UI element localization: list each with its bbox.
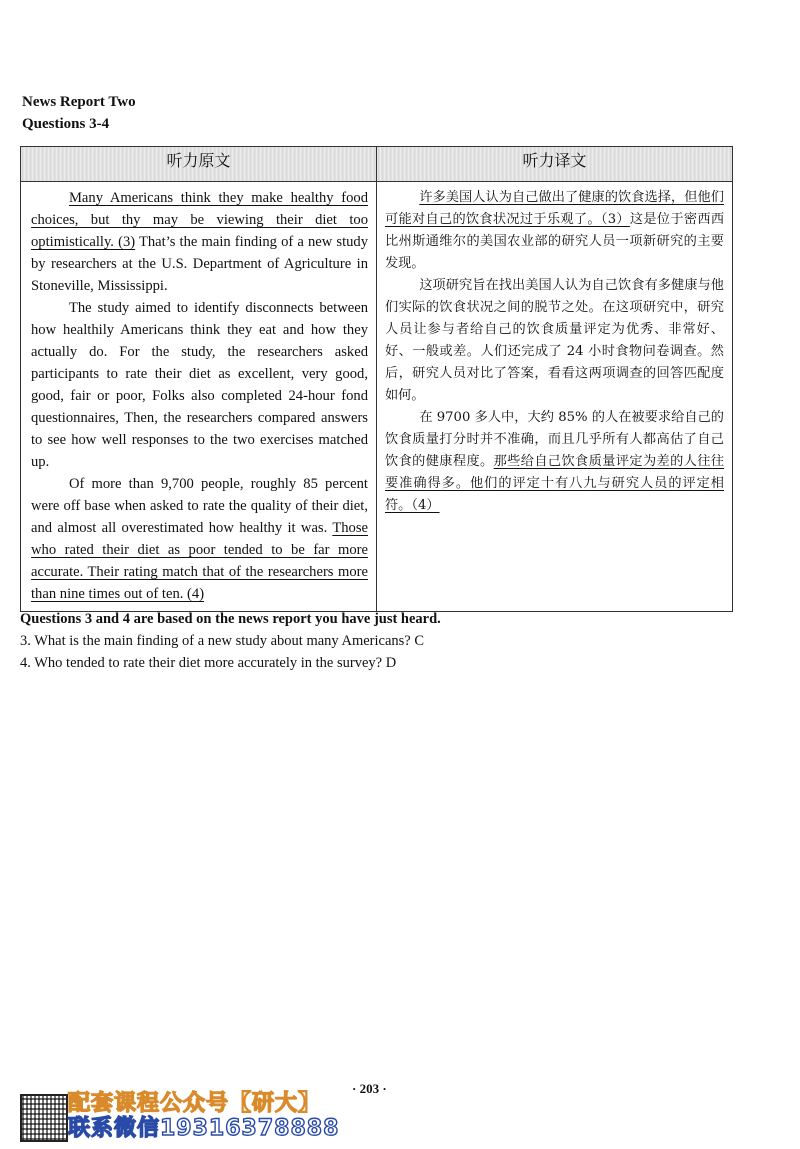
original-paragraph-2: The study aimed to identify disconnects between how healthily Americans think they eat and how they actually do. For the study, the researchers asked participants to rate their diet as excellent, very good, good, fair or poor, Folks also completed 24-hour fond questionnaires, Then, the researchers compared answers to see how well responses to the two exercises matched up. — [31, 300, 368, 470]
translation-text-cell — [377, 182, 733, 612]
transcript-table — [20, 146, 733, 612]
translation-paragraph-3-start: 在 9700 多人中，大约 85% 的人在被要求给自己的饮食质量打分时并不准确，而且几乎所有人都高估了自己饮食的健康程度。 — [385, 410, 724, 469]
original-paragraph-3 — [31, 473, 368, 605]
question-4: 4. Who tended to rate their diet more accurately in the survey? D — [20, 655, 397, 671]
translation-paragraph-1 — [385, 187, 724, 275]
column-header-original: 听力原文 — [21, 147, 377, 182]
watermark-line-2: 联系微信19316378888 — [68, 1116, 340, 1141]
original-paragraph-3-start: Of more than 9,700 people, roughly 85 percent were off base when asked to rate the quality of their diet, and almost all overestimated how healthy it was. — [31, 476, 368, 536]
original-text-cell — [21, 182, 377, 612]
table-body-row — [21, 182, 733, 612]
original-underlined-answer-4: Those who rated their diet as poor tended to be far more accurate. Their rating match that of the researchers more than nine times out of ten. (4) — [31, 520, 368, 602]
watermark-line-1: 配套课程公众号【研大】 — [68, 1091, 322, 1116]
original-paragraph-1 — [31, 187, 368, 297]
questions-intro: Questions 3 and 4 are based on the news report you have just heard. — [20, 611, 441, 627]
translation-paragraph-1-rest: 这是位于密西西比州斯通维尔的美国农业部的研究人员一项新研究的主要发现。 — [385, 212, 725, 271]
question-3: 3. What is the main finding of a new study about many Americans? C — [20, 633, 425, 649]
report-title: News Report Two — [22, 94, 136, 110]
original-underlined-answer-3: Many Americans think they make healthy food choices, but thy may be viewing their diet too optimistically. (3) — [31, 190, 368, 250]
translation-underlined-answer-4: 那些给自己饮食质量评定为差的人往往要准确得多。他们的评定十有八九与研究人员的评定相符。（4） — [385, 454, 725, 513]
questions-range: Questions 3-4 — [22, 116, 110, 132]
table-header-row — [21, 147, 733, 182]
qr-code-image — [20, 1094, 68, 1142]
translation-underlined-answer-3: 许多美国人认为自己做出了健康的饮食选择，但他们可能对自己的饮食状况过于乐观了。（3） — [385, 190, 724, 227]
page-number: · 203 · — [352, 1081, 387, 1096]
translation-paragraph-2: 这项研究旨在找出美国人认为自己饮食有多健康与他们实际的饮食状况之间的脱节之处。在这项研究中，研究人员让参与者给自己的饮食质量评定为优秀、非常好、好、一般或差。人们还完成了 24 小时食物问卷调查。然后，研究人员对比了答案，看看这两项调查的回答匹配度如何。 — [385, 278, 724, 403]
translation-paragraph-3 — [385, 407, 724, 517]
column-header-translation: 听力译文 — [377, 147, 733, 182]
original-paragraph-1-rest: That’s the main finding of a new study by researchers at the U.S. Department of Agriculture in Stoneville, Mississippi. — [31, 234, 369, 294]
